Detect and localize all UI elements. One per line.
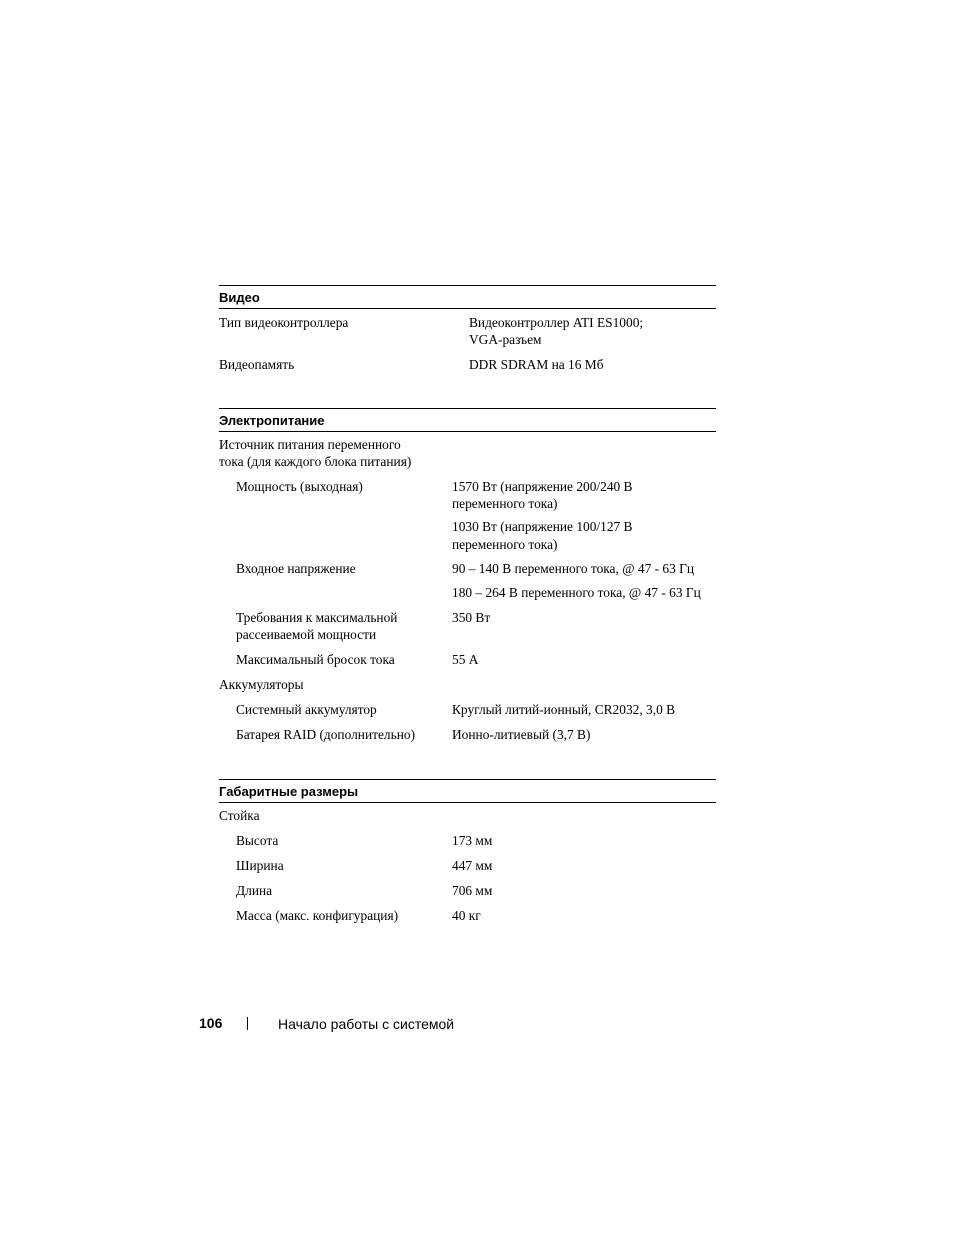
power-ac-label-line1: Источник питания переменного (219, 437, 401, 452)
dimensions-height-value: 173 мм (452, 833, 493, 848)
section-header-power (219, 408, 716, 432)
power-inrush-value: 55 А (452, 652, 479, 667)
power-raid-battery-label: Батарея RAID (дополнительно) (236, 727, 416, 742)
dimensions-rack-label: Стойка (219, 808, 260, 823)
footer-chapter-title: Начало работы с системой (278, 1016, 455, 1032)
video-memory-label: Видеопамять (219, 357, 295, 372)
dimensions-weight-label: Масса (макс. конфигурация) (236, 908, 399, 923)
video-controller-value-line2: VGA-разъем (469, 332, 542, 347)
power-output-value2-line2: переменного тока) (452, 537, 558, 552)
power-inrush-label: Максимальный бросок тока (236, 652, 395, 667)
power-input-value1: 90 – 140 В переменного тока, @ 47 - 63 Гц (452, 561, 695, 576)
power-dissipation-label-line1: Требования к максимальной (236, 610, 398, 625)
dimensions-length-value: 706 мм (452, 883, 493, 898)
power-raid-battery-value: Ионно-литиевый (3,7 В) (452, 727, 591, 742)
section-header-video (219, 285, 716, 309)
power-system-battery-value: Круглый литий-ионный, CR2032, 3,0 В (452, 702, 676, 717)
section-title-video: Видео (219, 290, 260, 305)
power-batteries-label: Аккумуляторы (219, 677, 304, 692)
power-dissipation-value: 350 Вт (452, 610, 491, 625)
power-output-label: Мощность (выходная) (236, 479, 363, 494)
dimensions-height-label: Высота (236, 833, 279, 848)
power-dissipation-label-line2: рассеиваемой мощности (236, 627, 377, 642)
power-ac-label-line2: тока (для каждого блока питания) (219, 454, 412, 469)
dimensions-length-label: Длина (236, 883, 273, 898)
power-output-value1-line1: 1570 Вт (напряжение 200/240 В (452, 479, 633, 494)
section-title-dimensions: Габаритные размеры (219, 784, 359, 799)
power-input-value2: 180 – 264 В переменного тока, @ 47 - 63 Гц (452, 585, 701, 600)
power-output-value2-line1: 1030 Вт (напряжение 100/127 В (452, 519, 633, 534)
page-number: 106 (199, 1015, 223, 1031)
section-header-dimensions (219, 779, 716, 803)
video-controller-value-line1: Видеоконтроллер ATI ES1000; (469, 315, 644, 330)
power-system-battery-label: Системный аккумулятор (236, 702, 377, 717)
power-input-label: Входное напряжение (236, 561, 356, 576)
power-output-value1-line2: переменного тока) (452, 496, 558, 511)
section-title-power: Электропитание (219, 413, 325, 428)
dimensions-weight-value: 40 кг (452, 908, 481, 923)
footer-divider (247, 1017, 248, 1030)
dimensions-width-label: Ширина (236, 858, 284, 873)
dimensions-width-value: 447 мм (452, 858, 493, 873)
video-controller-label: Тип видеоконтроллера (219, 315, 349, 330)
video-memory-value: DDR SDRAM на 16 Мб (469, 357, 604, 372)
